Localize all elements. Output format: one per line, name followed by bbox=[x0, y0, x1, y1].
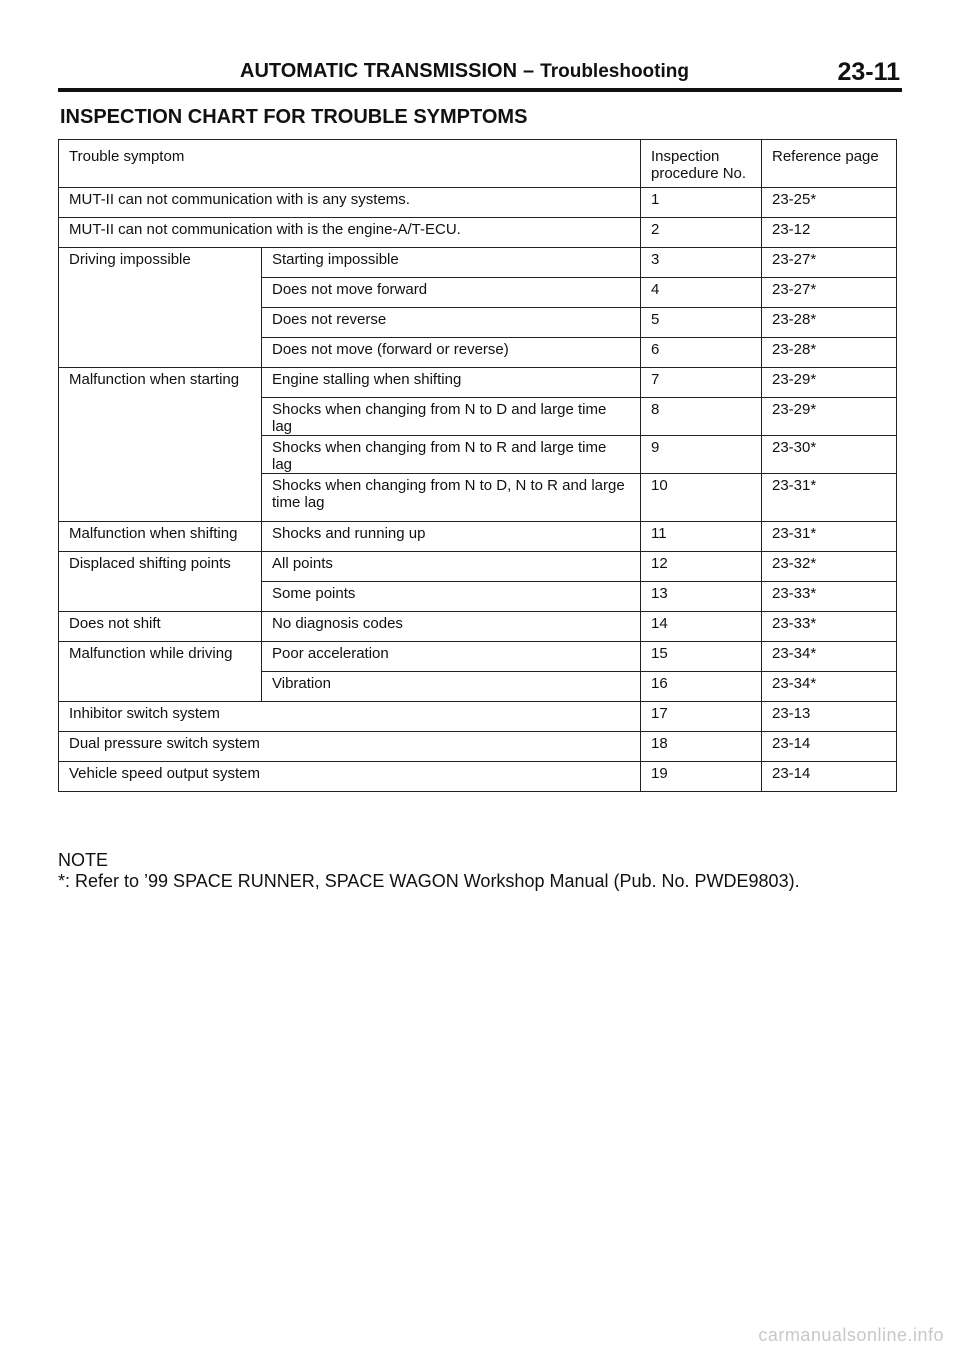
category-cell: Displaced shifting points bbox=[59, 552, 262, 612]
procedure-cell: 18 bbox=[641, 732, 762, 762]
category-cell: Driving impossible bbox=[59, 248, 262, 368]
detail-cell: All points bbox=[262, 552, 641, 582]
symptom-cell: Inhibitor switch system bbox=[59, 702, 641, 732]
detail-cell: Starting impossible bbox=[262, 248, 641, 278]
table-row bbox=[59, 552, 897, 582]
table-row bbox=[59, 188, 897, 218]
note-text: *: Refer to ’99 SPACE RUNNER, SPACE WAGON Workshop Manual (Pub. No. PWDE9803). bbox=[58, 871, 800, 891]
procedure-cell: 17 bbox=[641, 702, 762, 732]
reference-cell: 23-28* bbox=[762, 308, 897, 338]
note-label: NOTE bbox=[58, 850, 109, 870]
reference-cell: 23-27* bbox=[762, 248, 897, 278]
procedure-cell: 12 bbox=[641, 552, 762, 582]
procedure-cell: 15 bbox=[641, 642, 762, 672]
title-separator: – bbox=[523, 60, 535, 82]
table-row bbox=[59, 248, 897, 278]
reference-cell: 23-29* bbox=[762, 398, 897, 436]
header-reference-page: Reference page bbox=[762, 140, 897, 188]
detail-cell: Does not move (forward or reverse) bbox=[262, 338, 641, 368]
reference-cell: 23-32* bbox=[762, 552, 897, 582]
page-number: 23-11 bbox=[837, 58, 900, 86]
table-header-row bbox=[59, 140, 897, 188]
reference-cell: 23-33* bbox=[762, 612, 897, 642]
table-row bbox=[59, 368, 897, 398]
reference-cell: 23-31* bbox=[762, 474, 897, 522]
detail-cell: Some points bbox=[262, 582, 641, 612]
procedure-cell: 4 bbox=[641, 278, 762, 308]
inspection-chart-table bbox=[58, 139, 897, 792]
header-inspection-procedure: Inspection procedure No. bbox=[641, 140, 762, 188]
procedure-cell: 5 bbox=[641, 308, 762, 338]
detail-cell: Does not reverse bbox=[262, 308, 641, 338]
detail-cell: Vibration bbox=[262, 672, 641, 702]
section-name: AUTOMATIC TRANSMISSION bbox=[240, 60, 518, 82]
table-row bbox=[59, 762, 897, 792]
reference-cell: 23-30* bbox=[762, 436, 897, 474]
reference-cell: 23-25* bbox=[762, 188, 897, 218]
reference-cell: 23-34* bbox=[762, 672, 897, 702]
table-row bbox=[59, 642, 897, 672]
procedure-cell: 2 bbox=[641, 218, 762, 248]
procedure-cell: 19 bbox=[641, 762, 762, 792]
procedure-cell: 1 bbox=[641, 188, 762, 218]
symptom-cell: MUT-II can not communication with is any systems. bbox=[59, 188, 641, 218]
procedure-cell: 16 bbox=[641, 672, 762, 702]
category-cell: Malfunction when starting bbox=[59, 368, 262, 522]
symptom-cell: Dual pressure switch system bbox=[59, 732, 641, 762]
reference-cell: 23-14 bbox=[762, 762, 897, 792]
reference-cell: 23-28* bbox=[762, 338, 897, 368]
watermark: carmanualsonline.info bbox=[758, 1325, 944, 1345]
reference-cell: 23-34* bbox=[762, 642, 897, 672]
detail-cell: Shocks when changing from N to D and large time lag bbox=[262, 398, 641, 436]
procedure-cell: 10 bbox=[641, 474, 762, 522]
detail-cell: Shocks when changing from N to D, N to R and large time lag bbox=[262, 474, 641, 522]
symptom-cell: MUT-II can not communication with is the engine-A/T-ECU. bbox=[59, 218, 641, 248]
table-row bbox=[59, 702, 897, 732]
detail-cell: Does not move forward bbox=[262, 278, 641, 308]
category-cell: Malfunction while driving bbox=[59, 642, 262, 702]
reference-cell: 23-14 bbox=[762, 732, 897, 762]
note-block bbox=[58, 850, 800, 892]
chart-title: INSPECTION CHART FOR TROUBLE SYMPTOMS bbox=[60, 106, 528, 128]
table-row bbox=[59, 732, 897, 762]
symptom-cell: Vehicle speed output system bbox=[59, 762, 641, 792]
procedure-cell: 8 bbox=[641, 398, 762, 436]
category-cell: Does not shift bbox=[59, 612, 262, 642]
procedure-cell: 6 bbox=[641, 338, 762, 368]
detail-cell: No diagnosis codes bbox=[262, 612, 641, 642]
section-subtitle: Troubleshooting bbox=[540, 61, 689, 82]
category-cell: Malfunction when shifting bbox=[59, 522, 262, 552]
reference-cell: 23-12 bbox=[762, 218, 897, 248]
reference-cell: 23-33* bbox=[762, 582, 897, 612]
table-row bbox=[59, 612, 897, 642]
detail-cell: Shocks and running up bbox=[262, 522, 641, 552]
reference-cell: 23-13 bbox=[762, 702, 897, 732]
table-row bbox=[59, 218, 897, 248]
reference-cell: 23-29* bbox=[762, 368, 897, 398]
section-title bbox=[240, 60, 689, 83]
reference-cell: 23-27* bbox=[762, 278, 897, 308]
procedure-cell: 13 bbox=[641, 582, 762, 612]
procedure-cell: 14 bbox=[641, 612, 762, 642]
procedure-cell: 11 bbox=[641, 522, 762, 552]
table-row bbox=[59, 522, 897, 552]
procedure-cell: 7 bbox=[641, 368, 762, 398]
header-trouble-symptom: Trouble symptom bbox=[59, 140, 641, 188]
page-header bbox=[58, 58, 902, 92]
detail-cell: Poor acceleration bbox=[262, 642, 641, 672]
procedure-cell: 9 bbox=[641, 436, 762, 474]
reference-cell: 23-31* bbox=[762, 522, 897, 552]
detail-cell: Engine stalling when shifting bbox=[262, 368, 641, 398]
procedure-cell: 3 bbox=[641, 248, 762, 278]
detail-cell: Shocks when changing from N to R and large time lag bbox=[262, 436, 641, 474]
